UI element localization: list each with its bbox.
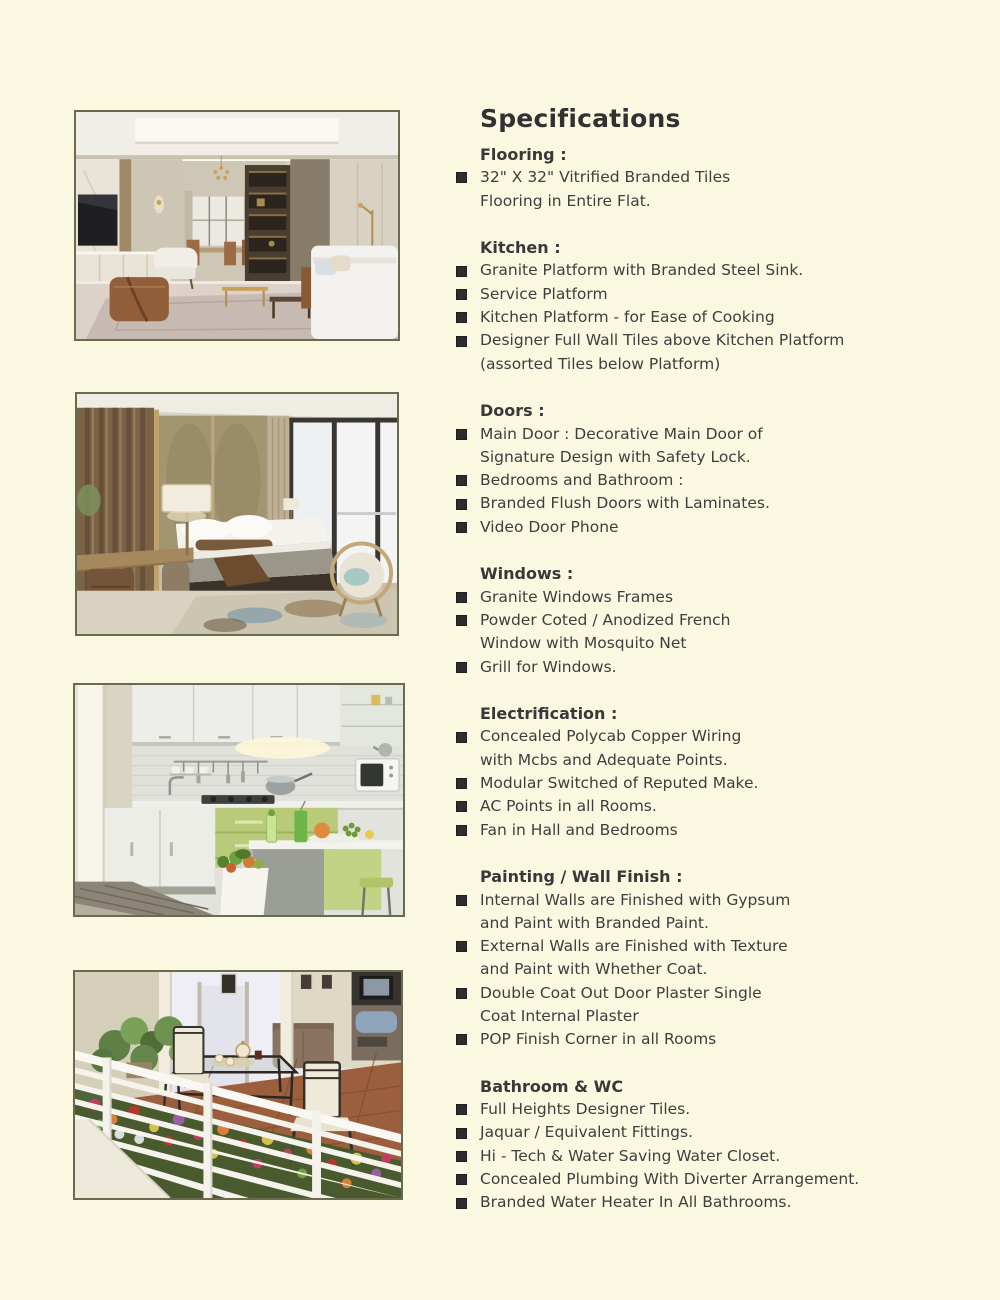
bullet-square-icon [448, 423, 480, 446]
bullet-square [456, 941, 467, 952]
bedroom-photo [77, 394, 397, 634]
page-title: Specifications [480, 104, 681, 133]
spec-item-line [448, 1191, 993, 1214]
bullet-spacer [448, 190, 480, 213]
photo-kitchen [73, 683, 405, 917]
spec-text: Fan in Hall and Bedrooms [480, 820, 678, 839]
bullet-square-icon [448, 1191, 480, 1214]
spec-text: Granite Platform with Branded Steel Sink. [480, 261, 804, 280]
spec-item-line [448, 190, 993, 213]
spec-text: and Paint with Branded Paint. [480, 913, 709, 932]
spec-text: Concealed Polycab Copper Wiring [480, 727, 742, 746]
specifications-list [448, 143, 993, 1215]
spec-item-line [448, 329, 993, 352]
spec-text: Video Door Phone [480, 517, 619, 536]
bullet-square-icon [448, 1145, 480, 1168]
bullet-square-icon [448, 166, 480, 189]
spec-section [448, 1075, 993, 1215]
spec-item-line [448, 306, 993, 329]
section-heading: Flooring : [480, 145, 567, 164]
bullet-square [456, 1151, 467, 1162]
spec-item-line [448, 423, 993, 446]
photo-balcony [73, 970, 403, 1200]
bullet-square-icon [448, 1098, 480, 1121]
bullet-square-icon [448, 982, 480, 1005]
spec-text: and Paint with Whether Coat. [480, 960, 708, 979]
spec-text: Flooring in Entire Flat. [480, 191, 651, 210]
bullet-square-icon [448, 656, 480, 679]
spec-item-line [448, 492, 993, 515]
spec-item-line [448, 819, 993, 842]
spec-text: Bedrooms and Bathroom : [480, 471, 684, 490]
balcony-photo [75, 972, 401, 1198]
bullet-square-icon [448, 259, 480, 282]
bullet-square-icon [448, 1168, 480, 1191]
bullet-square-icon [448, 725, 480, 748]
photo-bedroom [75, 392, 399, 636]
bullet-square-icon [448, 516, 480, 539]
spec-item-line [448, 749, 993, 772]
spec-item-line [448, 912, 993, 935]
spec-text: Hi - Tech & Water Saving Water Closet. [480, 1146, 781, 1165]
spec-item-line [448, 982, 993, 1005]
bullet-spacer [448, 632, 480, 655]
kitchen-photo [75, 685, 403, 915]
spec-item-line [448, 1098, 993, 1121]
spec-text: Granite Windows Frames [480, 587, 674, 606]
spec-item-line [448, 1168, 993, 1191]
bullet-spacer [448, 353, 480, 376]
bullet-square [456, 1198, 467, 1209]
spec-item-line [448, 656, 993, 679]
spec-item-line [448, 772, 993, 795]
spec-section [448, 562, 993, 678]
spec-text: with Mcbs and Adequate Points. [480, 750, 728, 769]
spec-item-line [448, 1005, 993, 1028]
spec-section [448, 702, 993, 842]
spec-item-line [448, 1028, 993, 1051]
spec-text: Branded Flush Doors with Laminates. [480, 494, 770, 513]
spec-section [448, 143, 993, 213]
spec-text: Branded Water Heater In All Bathrooms. [480, 1193, 792, 1212]
spec-item-line [448, 725, 993, 748]
spec-text: Modular Switched of Reputed Make. [480, 774, 759, 793]
bullet-square [456, 895, 467, 906]
bullet-square [456, 429, 467, 440]
spec-item-line [448, 889, 993, 912]
spec-item-line [448, 259, 993, 282]
spec-text: Powder Coted / Anodized French [480, 610, 731, 629]
bullet-spacer [448, 958, 480, 981]
bullet-square-icon [448, 1121, 480, 1144]
section-heading: Painting / Wall Finish : [480, 867, 683, 887]
section-heading: Electrification : [480, 704, 618, 724]
bullet-square [456, 592, 467, 603]
spec-item-line [448, 1121, 993, 1144]
bullet-square-icon [448, 469, 480, 492]
bullet-square-icon [448, 819, 480, 842]
spec-text: Main Door : Decorative Main Door of [480, 424, 763, 443]
bullet-square [456, 615, 467, 626]
bullet-square [456, 662, 467, 673]
spec-text: Concealed Plumbing With Diverter Arrangement. [480, 1170, 860, 1189]
spec-text: Full Heights Designer Tiles. [480, 1100, 691, 1119]
spec-item-line [448, 516, 993, 539]
spec-section [448, 236, 993, 376]
bullet-square-icon [448, 306, 480, 329]
spec-text: Double Coat Out Door Plaster Single [480, 983, 762, 1002]
bullet-square [456, 289, 467, 300]
bullet-square [456, 732, 467, 743]
spec-item-line [448, 1145, 993, 1168]
spec-item-line [448, 958, 993, 981]
bullet-square [456, 1034, 467, 1045]
bullet-square-icon [448, 772, 480, 795]
bullet-square-icon [448, 795, 480, 818]
spec-text: POP Finish Corner in all Rooms [480, 1030, 717, 1049]
bullet-spacer [448, 749, 480, 772]
bullet-square [456, 1128, 467, 1139]
spec-item-line [448, 586, 993, 609]
bullet-square [456, 172, 467, 183]
bullet-square-icon [448, 492, 480, 515]
bullet-square [456, 499, 467, 510]
spec-item-line [448, 935, 993, 958]
bullet-square-icon [448, 609, 480, 632]
spec-item-line [448, 469, 993, 492]
bullet-square [456, 336, 467, 347]
bullet-square [456, 266, 467, 277]
spec-text: Designer Full Wall Tiles above Kitchen Platform [480, 331, 845, 350]
bullet-square [456, 312, 467, 323]
spec-text: Internal Walls are Finished with Gypsum [480, 890, 791, 909]
photo-living-room [74, 110, 400, 341]
spec-item-line [448, 166, 993, 189]
bullet-square [456, 801, 467, 812]
spec-item-line [448, 283, 993, 306]
spec-text: 32" X 32" Vitrified Branded Tiles [480, 168, 731, 187]
bullet-square [456, 1174, 467, 1185]
bullet-square [456, 825, 467, 836]
section-heading: Bathroom & WC [480, 1076, 624, 1096]
bullet-square-icon [448, 586, 480, 609]
bullet-square-icon [448, 329, 480, 352]
spec-item-line [448, 632, 993, 655]
bullet-square-icon [448, 283, 480, 306]
bullet-spacer [448, 912, 480, 935]
spec-section [448, 399, 993, 539]
spec-section [448, 865, 993, 1051]
spec-text: AC Points in all Rooms. [480, 797, 657, 816]
bullet-square [456, 1104, 467, 1115]
bullet-square-icon [448, 935, 480, 958]
spec-item-line [448, 353, 993, 376]
section-heading: Windows : [480, 564, 574, 584]
bullet-square-icon [448, 1028, 480, 1051]
spec-text: Kitchen Platform - for Ease of Cooking [480, 308, 775, 327]
spec-item-line [448, 795, 993, 818]
bullet-spacer [448, 446, 480, 469]
spec-text: Grill for Windows. [480, 657, 617, 676]
spec-text: Jaquar / Equivalent Fittings. [480, 1123, 694, 1142]
spec-text: Signature Design with Safety Lock. [480, 447, 751, 466]
spec-text: (assorted Tiles below Platform) [480, 354, 721, 373]
section-heading: Kitchen : [480, 238, 561, 258]
spec-text: Service Platform [480, 284, 608, 303]
spec-text: Window with Mosquito Net [480, 634, 687, 653]
bullet-square [456, 778, 467, 789]
section-heading: Doors : [480, 401, 545, 421]
spec-item-line [448, 609, 993, 632]
spec-item-line [448, 446, 993, 469]
spec-text: External Walls are Finished with Texture [480, 937, 788, 956]
living-room-photo [76, 112, 398, 339]
bullet-square [456, 522, 467, 533]
spec-text: Coat Internal Plaster [480, 1006, 639, 1025]
bullet-square [456, 475, 467, 486]
bullet-square-icon [448, 889, 480, 912]
bullet-spacer [448, 1005, 480, 1028]
bullet-square [456, 988, 467, 999]
